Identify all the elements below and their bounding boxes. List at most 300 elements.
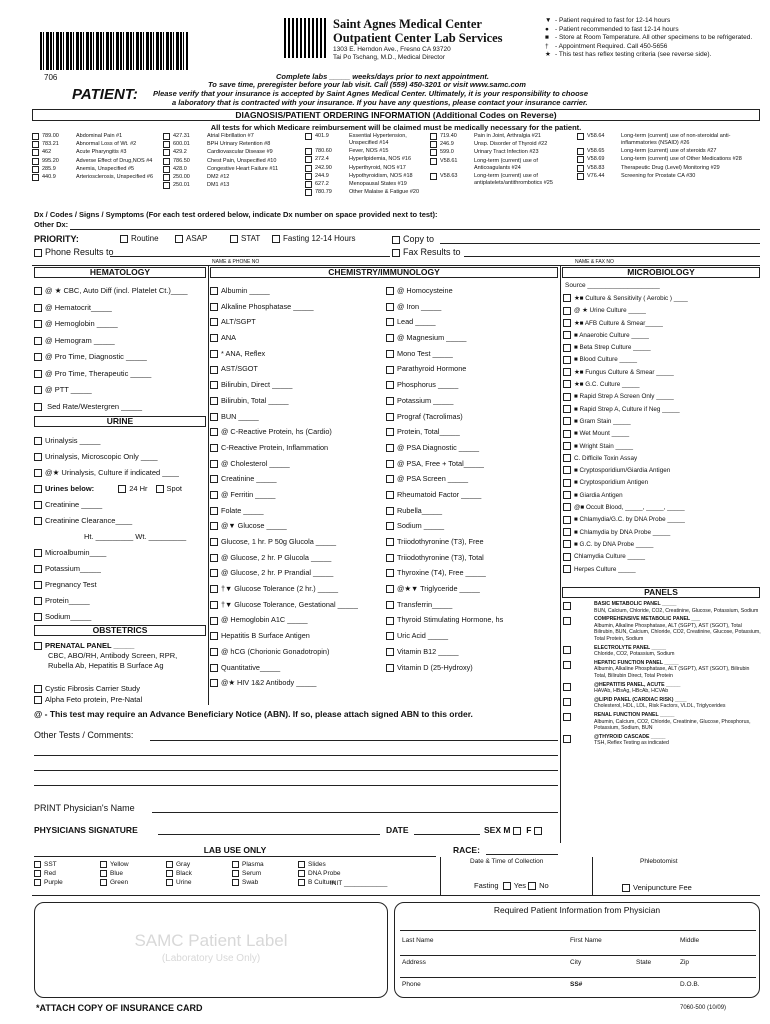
tube-option[interactable] bbox=[298, 860, 364, 869]
test-item[interactable] bbox=[386, 361, 558, 377]
test-checkbox[interactable] bbox=[34, 287, 42, 295]
test-item[interactable] bbox=[386, 503, 558, 519]
test-checkbox[interactable] bbox=[210, 350, 218, 358]
dx-code-item[interactable] bbox=[430, 133, 575, 140]
dx-code-item[interactable] bbox=[577, 173, 762, 180]
test-item[interactable] bbox=[210, 440, 385, 456]
panel-item[interactable] bbox=[563, 601, 761, 614]
test-item[interactable] bbox=[210, 283, 385, 299]
micro-item[interactable] bbox=[563, 404, 761, 416]
test-checkbox[interactable] bbox=[210, 413, 218, 421]
dx-code-item[interactable] bbox=[32, 166, 162, 173]
panel-checkbox[interactable] bbox=[563, 661, 571, 669]
micro-item[interactable] bbox=[563, 367, 761, 379]
test-item[interactable] bbox=[34, 300, 206, 317]
test-checkbox[interactable] bbox=[210, 287, 218, 295]
tube-option[interactable] bbox=[232, 869, 298, 878]
panel-checkbox[interactable] bbox=[563, 713, 571, 721]
test-checkbox[interactable] bbox=[386, 444, 394, 452]
test-checkbox[interactable] bbox=[563, 331, 571, 339]
test-checkbox[interactable] bbox=[386, 350, 394, 358]
dx-checkbox[interactable] bbox=[430, 149, 437, 156]
tube-option[interactable] bbox=[232, 860, 298, 869]
test-checkbox[interactable] bbox=[34, 485, 42, 493]
test-item[interactable] bbox=[386, 440, 558, 456]
dx-code-item[interactable] bbox=[32, 174, 162, 181]
dx-code-item[interactable] bbox=[163, 149, 303, 156]
tube-option[interactable] bbox=[100, 869, 166, 878]
test-item[interactable] bbox=[386, 518, 558, 534]
test-item[interactable] bbox=[210, 503, 385, 519]
test-checkbox[interactable] bbox=[563, 553, 571, 561]
panel-item[interactable] bbox=[563, 712, 761, 732]
micro-item[interactable] bbox=[563, 428, 761, 440]
test-checkbox[interactable] bbox=[563, 417, 571, 425]
test-checkbox[interactable] bbox=[210, 648, 218, 656]
dx-checkbox[interactable] bbox=[577, 148, 584, 155]
test-item[interactable] bbox=[34, 349, 206, 366]
test-checkbox[interactable] bbox=[563, 454, 571, 462]
tube-checkbox[interactable] bbox=[100, 870, 107, 877]
test-checkbox[interactable] bbox=[386, 522, 394, 530]
panel-checkbox[interactable] bbox=[563, 617, 571, 625]
urine-24hr[interactable]: 24 Hr bbox=[118, 484, 147, 493]
priority-asap[interactable]: ASAP bbox=[175, 234, 207, 243]
test-checkbox[interactable] bbox=[210, 664, 218, 672]
test-item[interactable] bbox=[34, 316, 206, 333]
test-item[interactable] bbox=[210, 518, 385, 534]
test-checkbox[interactable] bbox=[563, 479, 571, 487]
micro-item[interactable] bbox=[563, 564, 761, 576]
dx-checkbox[interactable] bbox=[305, 156, 312, 163]
test-checkbox[interactable] bbox=[210, 444, 218, 452]
test-item[interactable] bbox=[34, 465, 206, 481]
dx-code-item[interactable] bbox=[32, 149, 162, 156]
dx-checkbox[interactable] bbox=[32, 141, 39, 148]
tube-checkbox[interactable] bbox=[100, 861, 107, 868]
test-checkbox[interactable] bbox=[386, 303, 394, 311]
test-item[interactable] bbox=[34, 481, 206, 497]
dx-checkbox[interactable] bbox=[32, 166, 39, 173]
test-item[interactable] bbox=[210, 314, 385, 330]
micro-item[interactable] bbox=[563, 416, 761, 428]
test-checkbox[interactable] bbox=[34, 613, 42, 621]
tube-option[interactable] bbox=[298, 869, 364, 878]
test-checkbox[interactable] bbox=[210, 617, 218, 625]
test-checkbox[interactable] bbox=[386, 287, 394, 295]
prenatal-panel[interactable]: PRENATAL PANEL _____ CBC, ABO/RH, Antibody Screen, RPR, Rubella Ab, Hepatitis B Surface Ag bbox=[34, 641, 206, 671]
test-item[interactable] bbox=[34, 333, 206, 350]
test-item[interactable] bbox=[386, 565, 558, 581]
dx-code-item[interactable] bbox=[305, 133, 430, 147]
dx-code-item[interactable] bbox=[577, 148, 762, 155]
panel-checkbox[interactable] bbox=[563, 698, 571, 706]
micro-item[interactable] bbox=[563, 551, 761, 563]
test-checkbox[interactable] bbox=[563, 307, 571, 315]
panel-checkbox[interactable] bbox=[563, 646, 571, 654]
dx-checkbox[interactable] bbox=[305, 173, 312, 180]
dx-code-item[interactable] bbox=[577, 165, 762, 172]
test-checkbox[interactable] bbox=[210, 318, 218, 326]
test-checkbox[interactable] bbox=[34, 469, 42, 477]
micro-item[interactable] bbox=[563, 453, 761, 465]
test-item[interactable] bbox=[386, 597, 558, 613]
test-checkbox[interactable] bbox=[34, 581, 42, 589]
panel-item[interactable] bbox=[563, 697, 761, 710]
test-checkbox[interactable] bbox=[210, 381, 218, 389]
test-checkbox[interactable] bbox=[386, 538, 394, 546]
test-item[interactable] bbox=[34, 577, 206, 593]
dx-code-item[interactable] bbox=[430, 141, 575, 148]
test-checkbox[interactable] bbox=[386, 397, 394, 405]
test-item[interactable] bbox=[34, 593, 206, 609]
test-checkbox[interactable] bbox=[34, 370, 42, 378]
test-item[interactable] bbox=[386, 550, 558, 566]
test-item[interactable] bbox=[210, 612, 385, 628]
tube-option[interactable] bbox=[166, 878, 232, 887]
test-checkbox[interactable] bbox=[34, 517, 42, 525]
tube-checkbox[interactable] bbox=[100, 879, 107, 886]
dx-checkbox[interactable] bbox=[577, 156, 584, 163]
test-checkbox[interactable] bbox=[34, 403, 42, 411]
test-item[interactable] bbox=[386, 487, 558, 503]
test-checkbox[interactable] bbox=[210, 428, 218, 436]
test-checkbox[interactable] bbox=[386, 334, 394, 342]
test-checkbox[interactable] bbox=[563, 380, 571, 388]
fax-results[interactable]: Fax Results to bbox=[392, 247, 461, 257]
dx-checkbox[interactable] bbox=[430, 173, 437, 180]
tube-checkbox[interactable] bbox=[34, 870, 41, 877]
test-checkbox[interactable] bbox=[210, 569, 218, 577]
dx-code-item[interactable] bbox=[305, 165, 430, 172]
micro-item[interactable] bbox=[563, 477, 761, 489]
alpha-feto[interactable]: Alpha Feto protein, Pre-Natal bbox=[34, 695, 142, 704]
panel-item[interactable] bbox=[563, 682, 761, 695]
tube-option[interactable] bbox=[232, 878, 298, 887]
dx-code-item[interactable] bbox=[430, 173, 575, 187]
test-item[interactable] bbox=[210, 534, 385, 550]
micro-item[interactable] bbox=[563, 441, 761, 453]
tube-checkbox[interactable] bbox=[166, 861, 173, 868]
test-item[interactable] bbox=[34, 609, 206, 625]
tube-option[interactable] bbox=[34, 869, 100, 878]
test-item[interactable] bbox=[34, 283, 206, 300]
dx-checkbox[interactable] bbox=[32, 174, 39, 181]
test-item[interactable] bbox=[386, 628, 558, 644]
test-item[interactable] bbox=[210, 409, 385, 425]
micro-item[interactable] bbox=[563, 305, 761, 317]
test-checkbox[interactable] bbox=[563, 442, 571, 450]
sex-field[interactable]: SEX M F bbox=[484, 825, 545, 835]
dx-code-item[interactable] bbox=[305, 148, 430, 155]
test-checkbox[interactable] bbox=[386, 648, 394, 656]
test-item[interactable] bbox=[210, 581, 385, 597]
test-item[interactable] bbox=[386, 612, 558, 628]
dx-checkbox[interactable] bbox=[430, 158, 437, 165]
test-checkbox[interactable] bbox=[210, 334, 218, 342]
test-checkbox[interactable] bbox=[386, 491, 394, 499]
panel-checkbox[interactable] bbox=[563, 735, 571, 743]
test-checkbox[interactable] bbox=[563, 294, 571, 302]
test-item[interactable] bbox=[210, 456, 385, 472]
test-checkbox[interactable] bbox=[34, 353, 42, 361]
test-item[interactable] bbox=[386, 346, 558, 362]
dx-checkbox[interactable] bbox=[305, 189, 312, 196]
test-item[interactable] bbox=[210, 330, 385, 346]
test-checkbox[interactable] bbox=[210, 491, 218, 499]
test-item[interactable] bbox=[210, 550, 385, 566]
test-checkbox[interactable] bbox=[210, 507, 218, 515]
dx-code-item[interactable] bbox=[430, 149, 575, 156]
test-item[interactable] bbox=[34, 433, 206, 449]
priority-fasting[interactable]: Fasting 12-14 Hours bbox=[272, 234, 355, 243]
test-item[interactable] bbox=[34, 561, 206, 577]
test-item[interactable] bbox=[210, 377, 385, 393]
test-checkbox[interactable] bbox=[386, 569, 394, 577]
test-item[interactable] bbox=[386, 456, 558, 472]
dx-code-item[interactable] bbox=[305, 189, 430, 196]
test-checkbox[interactable] bbox=[34, 320, 42, 328]
dx-code-item[interactable] bbox=[305, 156, 430, 163]
test-item[interactable] bbox=[386, 581, 558, 597]
test-checkbox[interactable] bbox=[386, 554, 394, 562]
test-item[interactable] bbox=[210, 393, 385, 409]
test-item[interactable] bbox=[34, 513, 206, 529]
dx-checkbox[interactable] bbox=[305, 165, 312, 172]
test-checkbox[interactable] bbox=[563, 516, 571, 524]
dx-code-item[interactable] bbox=[430, 158, 575, 172]
test-checkbox[interactable] bbox=[34, 597, 42, 605]
dx-code-item[interactable] bbox=[305, 173, 430, 180]
panel-item[interactable] bbox=[563, 734, 761, 747]
test-checkbox[interactable] bbox=[563, 503, 571, 511]
test-checkbox[interactable] bbox=[386, 428, 394, 436]
dx-code-item[interactable] bbox=[163, 141, 303, 148]
dx-code-item[interactable] bbox=[32, 133, 162, 140]
panel-item[interactable] bbox=[563, 645, 761, 658]
tube-option[interactable] bbox=[166, 869, 232, 878]
dx-code-item[interactable] bbox=[32, 141, 162, 148]
test-checkbox[interactable] bbox=[563, 466, 571, 474]
cystic-fibrosis[interactable]: Cystic Fibrosis Carrier Study bbox=[34, 684, 140, 693]
test-item[interactable] bbox=[34, 449, 206, 465]
tube-option[interactable] bbox=[166, 860, 232, 869]
dx-checkbox[interactable] bbox=[163, 141, 170, 148]
test-checkbox[interactable] bbox=[34, 337, 42, 345]
test-item[interactable] bbox=[386, 377, 558, 393]
test-checkbox[interactable] bbox=[563, 405, 571, 413]
test-item[interactable] bbox=[210, 299, 385, 315]
test-checkbox[interactable] bbox=[386, 381, 394, 389]
dx-code-item[interactable] bbox=[577, 133, 762, 147]
micro-item[interactable] bbox=[563, 502, 761, 514]
micro-item[interactable] bbox=[563, 379, 761, 391]
copy-to[interactable]: Copy to bbox=[392, 234, 434, 244]
dx-code-item[interactable] bbox=[163, 158, 303, 165]
dx-checkbox[interactable] bbox=[305, 148, 312, 155]
test-checkbox[interactable] bbox=[210, 585, 218, 593]
micro-item[interactable] bbox=[563, 293, 761, 305]
test-checkbox[interactable] bbox=[563, 491, 571, 499]
test-item[interactable] bbox=[210, 346, 385, 362]
micro-item[interactable] bbox=[563, 514, 761, 526]
tube-checkbox[interactable] bbox=[298, 861, 305, 868]
dx-code-item[interactable] bbox=[163, 174, 303, 181]
panel-item[interactable] bbox=[563, 616, 761, 642]
test-item[interactable] bbox=[34, 382, 206, 399]
test-checkbox[interactable] bbox=[386, 413, 394, 421]
micro-item[interactable] bbox=[563, 539, 761, 551]
test-checkbox[interactable] bbox=[210, 632, 218, 640]
test-checkbox[interactable] bbox=[563, 368, 571, 376]
test-checkbox[interactable] bbox=[563, 344, 571, 352]
test-item[interactable] bbox=[386, 299, 558, 315]
test-item[interactable] bbox=[386, 471, 558, 487]
tube-checkbox[interactable] bbox=[34, 879, 41, 886]
test-item[interactable] bbox=[210, 597, 385, 613]
test-checkbox[interactable] bbox=[386, 460, 394, 468]
test-item[interactable] bbox=[210, 487, 385, 503]
test-checkbox[interactable] bbox=[34, 304, 42, 312]
dx-checkbox[interactable] bbox=[305, 133, 312, 140]
test-item[interactable] bbox=[386, 660, 558, 676]
test-checkbox[interactable] bbox=[34, 386, 42, 394]
test-item[interactable] bbox=[210, 565, 385, 581]
test-checkbox[interactable] bbox=[210, 303, 218, 311]
urine-spot[interactable]: Spot bbox=[156, 484, 182, 493]
test-checkbox[interactable] bbox=[210, 601, 218, 609]
test-checkbox[interactable] bbox=[563, 356, 571, 364]
panel-checkbox[interactable] bbox=[563, 602, 571, 610]
micro-item[interactable] bbox=[563, 490, 761, 502]
tube-option[interactable] bbox=[100, 860, 166, 869]
test-checkbox[interactable] bbox=[563, 540, 571, 548]
phone-results[interactable]: Phone Results to bbox=[34, 247, 114, 257]
test-checkbox[interactable] bbox=[210, 366, 218, 374]
test-item[interactable] bbox=[386, 283, 558, 299]
test-item[interactable] bbox=[34, 399, 206, 416]
tube-checkbox[interactable] bbox=[232, 870, 239, 877]
test-checkbox[interactable] bbox=[386, 475, 394, 483]
dx-checkbox[interactable] bbox=[577, 165, 584, 172]
test-checkbox[interactable] bbox=[563, 565, 571, 573]
test-checkbox[interactable] bbox=[210, 475, 218, 483]
dx-checkbox[interactable] bbox=[305, 181, 312, 188]
test-item[interactable] bbox=[386, 644, 558, 660]
dx-checkbox[interactable] bbox=[577, 173, 584, 180]
micro-item[interactable] bbox=[563, 465, 761, 477]
test-item[interactable] bbox=[386, 409, 558, 425]
test-item[interactable] bbox=[210, 424, 385, 440]
dx-checkbox[interactable] bbox=[430, 133, 437, 140]
test-checkbox[interactable] bbox=[210, 522, 218, 530]
tube-checkbox[interactable] bbox=[232, 879, 239, 886]
test-checkbox[interactable] bbox=[386, 664, 394, 672]
tube-option[interactable] bbox=[34, 860, 100, 869]
dx-checkbox[interactable] bbox=[163, 182, 170, 189]
micro-item[interactable] bbox=[563, 527, 761, 539]
tube-option[interactable] bbox=[34, 878, 100, 887]
test-checkbox[interactable] bbox=[210, 679, 218, 687]
test-item[interactable] bbox=[210, 675, 385, 691]
dx-checkbox[interactable] bbox=[163, 174, 170, 181]
panel-checkbox[interactable] bbox=[563, 683, 571, 691]
test-item[interactable] bbox=[210, 471, 385, 487]
test-checkbox[interactable] bbox=[34, 549, 42, 557]
test-item[interactable] bbox=[210, 628, 385, 644]
fasting-field[interactable]: Fasting Yes No bbox=[474, 881, 549, 890]
dx-code-item[interactable] bbox=[163, 182, 303, 189]
test-item[interactable] bbox=[386, 393, 558, 409]
test-checkbox[interactable] bbox=[386, 366, 394, 374]
dx-checkbox[interactable] bbox=[32, 133, 39, 140]
test-checkbox[interactable] bbox=[386, 632, 394, 640]
test-item[interactable] bbox=[386, 330, 558, 346]
dx-code-item[interactable] bbox=[163, 166, 303, 173]
test-item[interactable] bbox=[210, 644, 385, 660]
test-item[interactable] bbox=[386, 534, 558, 550]
test-checkbox[interactable] bbox=[34, 501, 42, 509]
test-checkbox[interactable] bbox=[34, 565, 42, 573]
test-item[interactable] bbox=[34, 545, 206, 561]
micro-item[interactable] bbox=[563, 342, 761, 354]
test-item[interactable] bbox=[34, 497, 206, 513]
test-checkbox[interactable] bbox=[34, 453, 42, 461]
test-item[interactable] bbox=[386, 314, 558, 330]
dx-checkbox[interactable] bbox=[32, 149, 39, 156]
test-checkbox[interactable] bbox=[210, 554, 218, 562]
micro-item[interactable] bbox=[563, 391, 761, 403]
dx-checkbox[interactable] bbox=[163, 149, 170, 156]
micro-item[interactable] bbox=[563, 330, 761, 342]
test-checkbox[interactable] bbox=[563, 393, 571, 401]
micro-item[interactable] bbox=[563, 354, 761, 366]
test-item[interactable] bbox=[210, 660, 385, 676]
test-checkbox[interactable] bbox=[386, 585, 394, 593]
test-checkbox[interactable] bbox=[210, 538, 218, 546]
test-checkbox[interactable] bbox=[210, 397, 218, 405]
tube-checkbox[interactable] bbox=[298, 870, 305, 877]
dx-code-item[interactable] bbox=[163, 133, 303, 140]
test-checkbox[interactable] bbox=[386, 507, 394, 515]
priority-routine[interactable]: Routine bbox=[120, 234, 159, 243]
test-item[interactable] bbox=[386, 424, 558, 440]
test-checkbox[interactable] bbox=[386, 318, 394, 326]
dx-code-item[interactable] bbox=[577, 156, 762, 163]
dx-checkbox[interactable] bbox=[32, 158, 39, 165]
test-checkbox[interactable] bbox=[563, 430, 571, 438]
panel-item[interactable] bbox=[563, 660, 761, 680]
tube-checkbox[interactable] bbox=[298, 879, 305, 886]
test-checkbox[interactable] bbox=[210, 460, 218, 468]
dx-checkbox[interactable] bbox=[163, 133, 170, 140]
venipuncture-fee[interactable]: Venipuncture Fee bbox=[622, 883, 692, 892]
dx-checkbox[interactable] bbox=[577, 133, 584, 140]
test-checkbox[interactable] bbox=[563, 528, 571, 536]
tube-option[interactable] bbox=[100, 878, 166, 887]
tube-checkbox[interactable] bbox=[34, 861, 41, 868]
tube-checkbox[interactable] bbox=[166, 879, 173, 886]
dx-code-item[interactable] bbox=[305, 181, 430, 188]
tube-checkbox[interactable] bbox=[232, 861, 239, 868]
micro-item[interactable] bbox=[563, 318, 761, 330]
dx-checkbox[interactable] bbox=[163, 166, 170, 173]
test-item[interactable] bbox=[34, 366, 206, 383]
dx-checkbox[interactable] bbox=[163, 158, 170, 165]
priority-stat[interactable]: STAT bbox=[230, 234, 260, 243]
tube-checkbox[interactable] bbox=[166, 870, 173, 877]
dx-checkbox[interactable] bbox=[430, 141, 437, 148]
